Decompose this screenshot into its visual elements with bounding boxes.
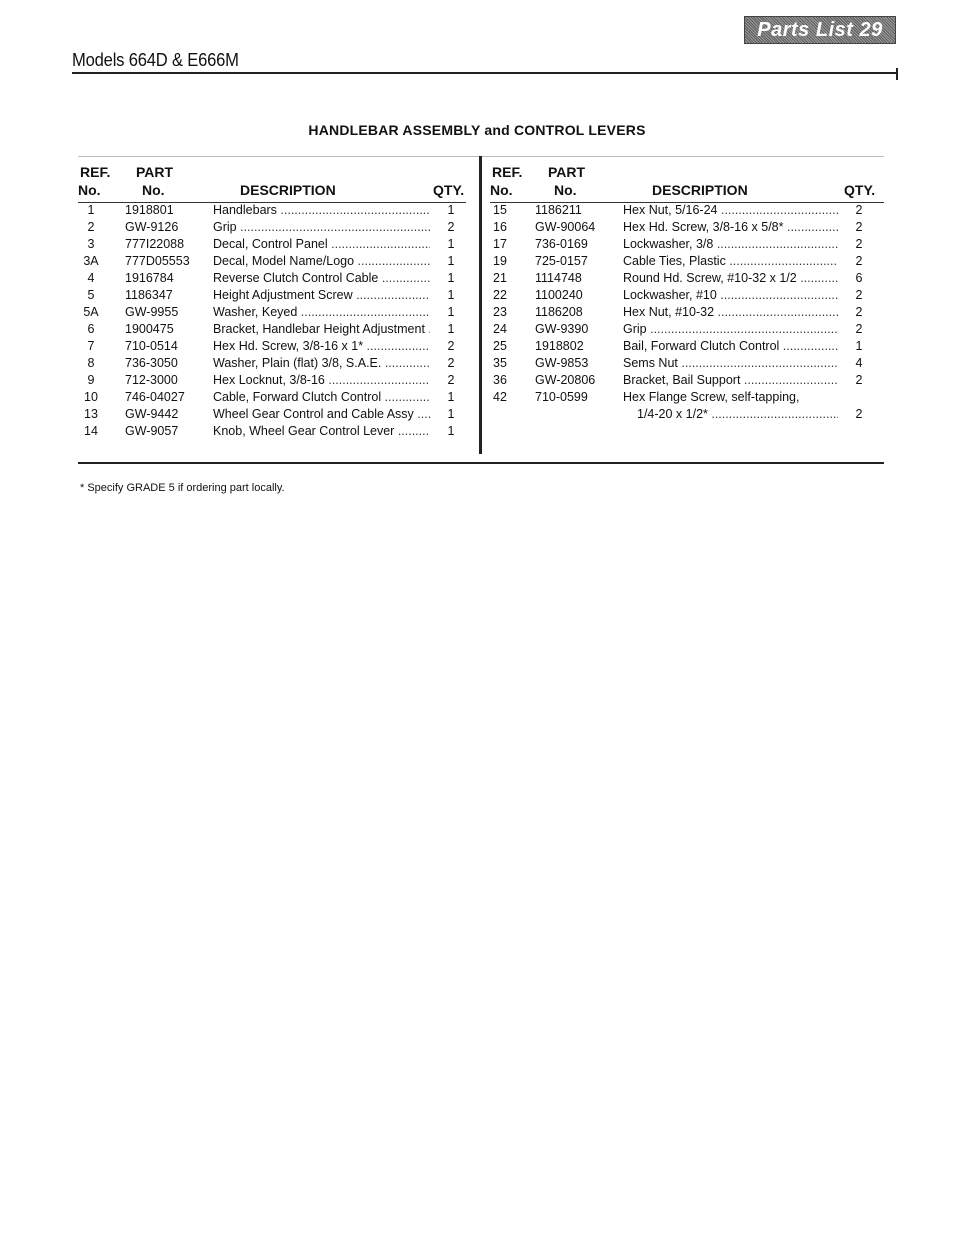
table-row <box>490 287 884 304</box>
quantity: 2 <box>855 237 863 251</box>
table-row <box>490 202 884 219</box>
quantity: 1 <box>447 407 455 421</box>
part-number: 1186211 <box>535 203 582 217</box>
part-description: Reverse Clutch Control Cable ..... <box>213 270 430 287</box>
ref-number: 22 <box>493 288 507 302</box>
quantity: 2 <box>855 254 863 268</box>
column-header <box>490 156 884 200</box>
table-row <box>78 321 470 338</box>
ref-number: 2 <box>87 220 95 234</box>
table-row <box>78 287 470 304</box>
quantity: 1 <box>447 203 455 217</box>
ref-number: 9 <box>87 373 95 387</box>
part-description: Height Adjustment Screw ..... <box>213 287 430 304</box>
table-row <box>78 253 470 270</box>
table-bottom-rule <box>78 462 884 464</box>
quantity: 6 <box>855 271 863 285</box>
table-row <box>78 202 470 219</box>
table-row <box>490 253 884 270</box>
ref-number: 5A <box>83 305 99 319</box>
ref-number: 14 <box>84 424 98 438</box>
part-number: 710-0599 <box>535 390 588 404</box>
part-number: GW-90064 <box>535 220 596 234</box>
ref-number: 7 <box>87 339 95 353</box>
part-description: Knob, Wheel Gear Control Lever ..... <box>213 423 430 440</box>
part-number: 1900475 <box>125 322 174 336</box>
ref-number: 19 <box>493 254 507 268</box>
quantity: 1 <box>855 339 863 353</box>
part-number: 1916784 <box>125 271 174 285</box>
table-row <box>78 304 470 321</box>
part-description: Hex Nut, 5/16-24 ..... <box>623 202 838 219</box>
ref-number: 15 <box>493 203 507 217</box>
column-divider <box>479 156 482 454</box>
ref-header-line1: REF. <box>80 164 111 180</box>
quantity: 1 <box>447 271 455 285</box>
quantity: 1 <box>447 237 455 251</box>
quantity: 2 <box>855 322 863 336</box>
part-number: 710-0514 <box>125 339 178 353</box>
quantity: 2 <box>447 356 455 370</box>
part-description: Decal, Model Name/Logo ..... <box>213 253 430 270</box>
quantity: 1 <box>447 288 455 302</box>
part-description: Lockwasher, 3/8 ..... <box>623 236 838 253</box>
part-number: 777I22088 <box>125 237 185 251</box>
part-description: Bail, Forward Clutch Control ..... <box>623 338 838 355</box>
part-number: 777D05553 <box>125 254 190 268</box>
part-description: Wheel Gear Control and Cable Assy ..... <box>213 406 430 423</box>
part-number: 1100240 <box>535 288 583 302</box>
header-rule-tick <box>896 68 898 80</box>
models-title: Models 664D & E666M <box>72 50 239 70</box>
parts-rows-left <box>78 202 470 440</box>
quantity: 2 <box>447 339 455 353</box>
ref-number: 5 <box>87 288 95 302</box>
part-description: Hex Nut, #10-32 ..... <box>623 304 838 321</box>
ref-number: 3A <box>83 254 99 268</box>
quantity: 2 <box>855 288 863 302</box>
part-description: Bracket, Bail Support ..... <box>623 372 838 389</box>
part-number: GW-9442 <box>125 407 179 421</box>
table-row <box>490 219 884 236</box>
column-header <box>78 156 470 200</box>
part-description: Handlebars ..... <box>213 202 430 219</box>
quantity: 2 <box>855 203 863 217</box>
qty-header: QTY. <box>433 182 465 198</box>
ref-number: 4 <box>87 271 95 285</box>
quantity: 4 <box>855 356 863 370</box>
qty-header: QTY. <box>844 182 876 198</box>
ref-number: 6 <box>87 322 95 336</box>
part-number: GW-9390 <box>535 322 589 336</box>
part-number: 1918802 <box>535 339 584 353</box>
part-description: Lockwasher, #10 ..... <box>623 287 838 304</box>
ref-number: 1 <box>87 203 95 217</box>
part-number: 725-0157 <box>535 254 588 268</box>
ref-header-line2: No. <box>490 182 513 198</box>
parts-list-badge: Parts List 29 <box>744 16 896 44</box>
table-row <box>78 355 470 372</box>
ref-number: 17 <box>493 237 507 251</box>
part-number: 1186208 <box>535 305 583 319</box>
ref-number: 8 <box>87 356 95 370</box>
ref-number: 16 <box>493 220 507 234</box>
part-description: Cable Ties, Plastic ..... <box>623 253 838 270</box>
ref-number: 42 <box>493 390 507 404</box>
table-row <box>78 270 470 287</box>
part-description: Hex Hd. Screw, 3/8-16 x 5/8* ..... <box>623 219 838 236</box>
table-row <box>490 406 884 423</box>
part-header-line1: PART <box>136 164 174 180</box>
ref-number: 25 <box>493 339 507 353</box>
ref-number: 35 <box>493 356 507 370</box>
part-header-line1: PART <box>548 164 586 180</box>
quantity: 1 <box>447 305 455 319</box>
quantity: 2 <box>447 220 455 234</box>
part-description: Grip ..... <box>213 219 430 236</box>
footnote: * Specify GRADE 5 if ordering part locally. <box>80 482 285 494</box>
quantity: 1 <box>447 424 455 438</box>
table-row <box>490 321 884 338</box>
quantity: 1 <box>447 390 455 404</box>
table-row <box>78 236 470 253</box>
part-header-line2: No. <box>554 182 577 198</box>
part-description: Decal, Control Panel ..... <box>213 236 430 253</box>
part-number: 736-0169 <box>535 237 588 251</box>
part-number: GW-9853 <box>535 356 589 370</box>
part-number: 1918801 <box>125 203 174 217</box>
ref-header-line2: No. <box>78 182 101 198</box>
part-number: 736-3050 <box>125 356 178 370</box>
parts-column-right <box>490 156 884 421</box>
quantity: 2 <box>855 305 863 319</box>
quantity: 1 <box>447 254 455 268</box>
part-description: Washer, Keyed ..... <box>213 304 430 321</box>
ref-number: 3 <box>87 237 95 251</box>
part-number: GW-20806 <box>535 373 596 387</box>
ref-number: 36 <box>493 373 507 387</box>
parts-rows-right <box>490 202 884 423</box>
part-description: Cable, Forward Clutch Control ..... <box>213 389 430 406</box>
table-row <box>78 423 470 440</box>
table-row <box>490 338 884 355</box>
part-number: GW-9126 <box>125 220 179 234</box>
part-description: Washer, Plain (flat) 3/8, S.A.E. ..... <box>213 355 430 372</box>
table-row <box>490 270 884 287</box>
table-row <box>490 236 884 253</box>
part-number: 1186347 <box>125 288 173 302</box>
parts-column-left <box>78 156 470 438</box>
table-row <box>78 338 470 355</box>
ref-number: 21 <box>493 271 507 285</box>
quantity: 1 <box>447 322 455 336</box>
part-number: 1114748 <box>535 271 582 285</box>
ref-header-line1: REF. <box>492 164 523 180</box>
parts-table <box>78 156 884 464</box>
table-row <box>78 389 470 406</box>
table-row <box>490 355 884 372</box>
quantity: 2 <box>447 373 455 387</box>
part-header-line2: No. <box>142 182 165 198</box>
part-number: GW-9955 <box>125 305 179 319</box>
quantity: 2 <box>855 220 863 234</box>
part-description: Round Hd. Screw, #10-32 x 1/2 ..... <box>623 270 838 287</box>
part-description: 1/4-20 x 1/2* ..... <box>637 406 838 423</box>
ref-number: 13 <box>84 407 98 421</box>
table-row <box>78 219 470 236</box>
section-title: HANDLEBAR ASSEMBLY and CONTROL LEVERS <box>308 122 646 138</box>
ref-number: 23 <box>493 305 507 319</box>
part-description: Hex Flange Screw, self-tapping, <box>623 390 800 404</box>
table-row <box>490 304 884 321</box>
ref-number: 24 <box>493 322 507 336</box>
quantity: 2 <box>855 407 863 421</box>
description-header: DESCRIPTION <box>652 182 748 198</box>
table-row <box>78 406 470 423</box>
page-header <box>72 46 898 74</box>
ref-number: 10 <box>84 390 98 404</box>
part-description: Hex Locknut, 3/8-16 ..... <box>213 372 430 389</box>
quantity: 2 <box>855 373 863 387</box>
part-description: Hex Hd. Screw, 3/8-16 x 1* ..... <box>213 338 430 355</box>
part-number: 746-04027 <box>125 390 185 404</box>
table-row <box>490 389 884 406</box>
part-number: GW-9057 <box>125 424 179 438</box>
part-description: Grip ..... <box>623 321 838 338</box>
description-header: DESCRIPTION <box>240 182 336 198</box>
part-description: Sems Nut ..... <box>623 355 838 372</box>
part-number: 712-3000 <box>125 373 178 387</box>
table-row <box>490 372 884 389</box>
table-row <box>78 372 470 389</box>
part-description: Bracket, Handlebar Height Adjustment ..... <box>213 321 430 338</box>
